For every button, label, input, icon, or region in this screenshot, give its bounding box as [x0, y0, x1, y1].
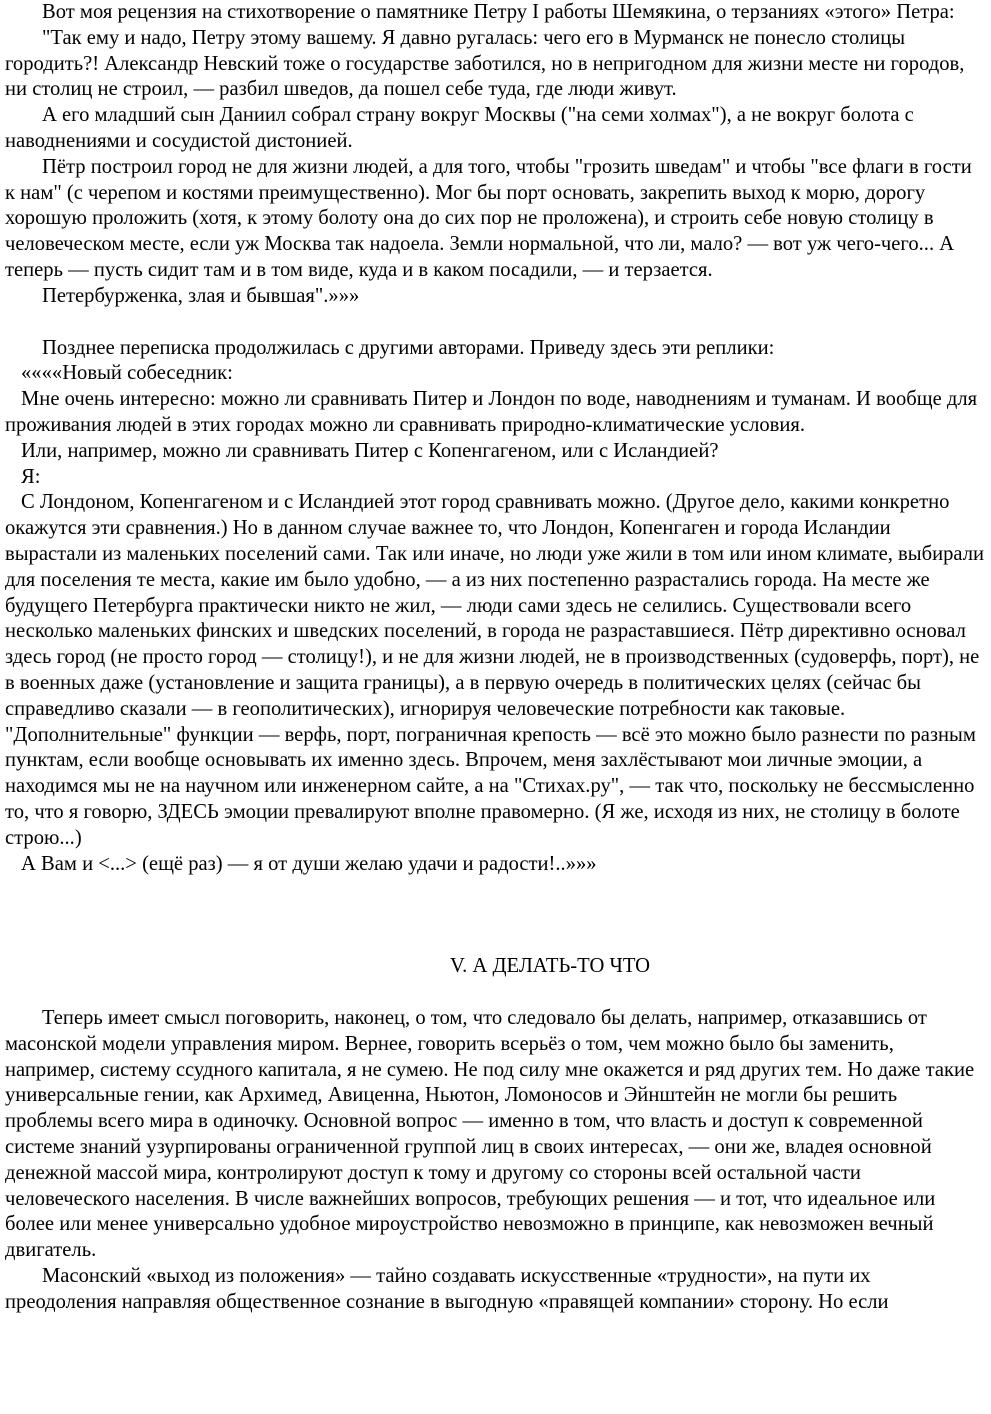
- spacer: [5, 980, 985, 1006]
- dialogue-closing: А Вам и <...> (ещё раз) — я от души желаю удачи и радости!..»»»: [21, 852, 597, 875]
- dialogue-question-2: Или, например, можно ли сравнивать Питер с Копенгагеном, или с Исландией?: [21, 439, 719, 462]
- paragraph-review-quote-2: А его младший сын Даниил собрал страну вокруг Москвы ("на семи холмах"), а не вокруг болота с наводнениями и сосудистой дистонией.: [5, 104, 914, 152]
- dialogue-speaker-me: Я:: [21, 465, 41, 488]
- paragraph-review-intro: Вот моя рецензия на стихотворение о памятнике Петру I работы Шемякина, о терзаниях «этого» Петра:: [42, 1, 955, 23]
- paragraph-dialogue-intro: Позднее переписка продолжилась с другими авторами. Приведу здесь эти реплики:: [42, 336, 775, 359]
- paragraph-review-signature: Петербурженка, злая и бывшая".»»»: [42, 284, 360, 307]
- section-heading: V. А ДЕЛАТЬ-ТО ЧТО: [449, 955, 651, 978]
- dialogue-answer: С Лондоном, Копенгагеном и с Исландией этот город сравнивать можно. (Другое дело, какими конкретно окажутся эти сравнения.) Но в данном случае важнее то, что Лондон, Копенгаген и города Исландии вырастали из маленьких поселений сами. Так или иначе, но люди уже жили в том или ином климате, выбирали для поселения те места, какие им было удобно, — а из них постепенно разрастались города. На месте же будущего Петербурга практически никто не жил, — люди сами здесь не селились. Существовали всего несколько маленьких финских и шведских поселений, в города не разраставшиеся. Пётр директивно основал здесь город (не просто город — столицу!), и не для жизни людей, не в производственных (судоверфь, порт), не в военных даже (установление и защита границы), а в первую очередь в политических целях (сейчас бы справедливо сказали — в геополитических), игнорируя человеческие потребности как таковые. "Дополнительные" функции — верфь, порт, пограничная крепость — всё это можно было разнести по разным пунктам, если вообще основывать их именно здесь. Впрочем, меня захлёстывают мои личные эмоции, а находимся мы не на научном или инженерном сайте, а на "Стихах.ру", — так что, поскольку не бессмысленно то, что я говорю, ЗДЕСЬ эмоции превалируют вполне правомерно. (Я же, исходя из них, не столицу в болоте строю...): [5, 491, 985, 849]
- spacer: [5, 877, 985, 954]
- document-page: [5, 0, 985, 1316]
- paragraph-review-quote-1: "Так ему и надо, Петру этому вашему. Я давно ругалась: чего его в Мурманск не понесло столицы городить?! Александр Невский тоже о государстве заботился, но в непригодном для жизни месте ни городов, ни столиц не строил, — разбил шведов, да пошел себе туда, где люди живут.: [5, 26, 965, 101]
- paragraph-review-quote-3: Пётр построил город не для жизни людей, а для того, чтобы "грозить шведам" и чтобы "все флаги в гости к нам" (с черепом и костями преимущественно). Мог бы порт основать, закрепить выход к морю, дорогу хорошую проложить (хотя, к этому болоту она до сих пор не проложена), и строить себе новую столицу в человеческом месте, если уж Москва так надоела. Земли нормальной, что ли, мало? — вот уж чего-чего... А теперь — пусть сидит там и в том виде, куда и в каком посадили, — и терзается.: [5, 155, 972, 281]
- paragraph-section-v-2: Масонский «выход из положения» — тайно создавать искусственные «трудности», на пути их преодоления направляя общественное сознание в выгодную «правящей компании» сторону. Но если: [5, 1265, 889, 1313]
- paragraph-section-v-1: Теперь имеет смысл поговорить, наконец, о том, что следовало бы делать, например, отказавшись от масонской модели управления миром. Вернее, говорить всерьёз о том, чем можно было бы заменить, например, систему ссудного капитала, я не сумею. Не под силу мне окажется и ряд других тем. Но даже такие универсальные гении, как Архимед, Авиценна, Ньютон, Ломоносов и Эйнштейн не могли бы решить проблемы всего мира в одиночку. Основной вопрос — именно в том, что власть и доступ к современной системе знаний узурпированы ограниченной группой лиц в своих интересах, — они же, владея основной денежной массой мира, контролируют доступ к тому и другому со стороны всей остальной части человеческого населения. В числе важнейших вопросов, требующих решения — и тот, что идеальное или более или менее универсально удобное мироустройство невозможно в принципе, как невозможен вечный двигатель.: [5, 1007, 975, 1262]
- spacer: [5, 310, 985, 336]
- dialogue-question-1: Мне очень интересно: можно ли сравнивать Питер и Лондон по воде, наводнениям и туманам. И вообще для проживания людей в этих городах можно ли сравнивать природно-климатические условия.: [5, 388, 978, 436]
- dialogue-speaker-new: ««««Новый собеседник:: [21, 362, 233, 385]
